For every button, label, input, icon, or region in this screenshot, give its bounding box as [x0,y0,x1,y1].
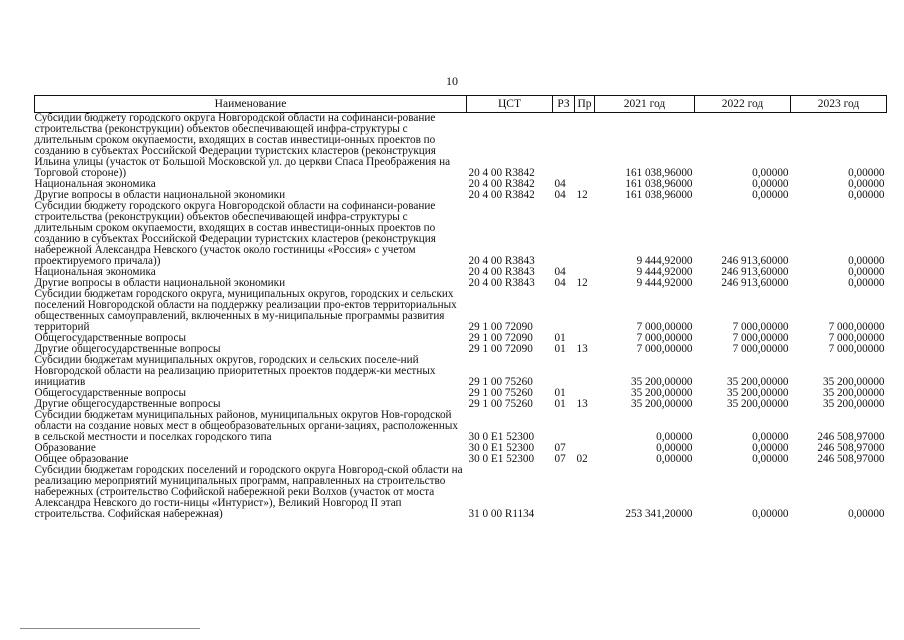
table-header-row [35,96,887,113]
row-value-2022: 0,00000 [752,431,789,443]
row-value-2021: 253 341,20000 [625,508,693,520]
header-pr: Пр [575,96,595,113]
row-name: Субсидии бюджету городского округа Новгородской области на софинанси-рование строительства (реконструкции) объектов обеспечивающей инфра-структуры с длительным сроком окупаемости, входящих в состав инвестици-онных проектов по созданию в субъектах Российской Федерации туристских кластеров (реконструкция Ильина улицы (участок от Большой Московской ул. до церкви Спаса Преображения на Торговой стороне)) [34,112,451,179]
row-cst: 30 0 E1 52300 [468,431,535,443]
row-name: Субсидии бюджетам городских поселений и городского округа Новгород-ской области на реализацию мероприятий муниципальных программ, направленных на строительство набережных (строительство Софийской набережной реки Волхов (участок от моста Александра Невского до гости-ницы «Интурист»), Великий Новгород II этап строительства. Софийская набережная) [34,464,463,520]
row-rz: 04 [554,189,566,201]
row-value-2022: 0,00000 [752,453,789,465]
row-value-2021: 0,00000 [656,453,693,465]
row-cst: 20 4 00 R3842 [468,189,535,201]
budget-table [34,95,887,520]
row-value-2023: 7 000,00000 [828,343,885,355]
row-value-2021: 9 444,92000 [636,266,693,278]
table-row [35,410,887,443]
row-pr [575,113,595,180]
row-value-2021: 35 200,00000 [630,387,693,399]
footer-divider [20,628,200,629]
row-name: Национальная экономика [34,178,156,190]
row-value-2022: 246 913,60000 [721,255,789,267]
row-rz [553,113,575,180]
row-value-2023: 0,00000 [848,255,885,267]
row-pr [575,201,595,267]
row-value-2023: 35 200,00000 [822,387,885,399]
header-name: Наименование [35,96,467,113]
row-cst: 29 1 00 75260 [468,376,533,388]
page-number: 10 [446,74,458,88]
row-value-2022: 35 200,00000 [726,387,789,399]
row-value-2021: 7 000,00000 [636,343,693,355]
row-value-2022: 7 000,00000 [732,343,789,355]
row-rz: 01 [554,398,566,410]
row-name: Общегосударственные вопросы [34,387,187,399]
header-2021: 2021 год [595,96,695,113]
row-pr: 12 [576,277,588,289]
row-value-2021: 9 444,92000 [636,277,693,289]
row-rz: 01 [554,332,566,344]
row-value-2023: 0,00000 [848,167,885,179]
row-pr [575,465,595,520]
row-pr: 13 [576,398,588,410]
row-pr [575,410,595,443]
row-rz [553,465,575,520]
row-name: Другие общегосударственные вопросы [34,343,221,355]
row-cst: 29 1 00 75260 [468,398,533,410]
row-rz: 04 [554,277,566,289]
header-2023: 2023 год [791,96,887,113]
row-value-2021: 161 038,96000 [625,189,693,201]
row-rz: 04 [554,178,566,190]
row-value-2021: 7 000,00000 [636,332,693,344]
row-value-2022: 35 200,00000 [726,376,789,388]
row-cst: 29 1 00 72090 [468,321,533,333]
row-value-2021: 161 038,96000 [625,167,693,179]
row-name: Субсидии бюджетам городского округа, муниципальных округов, городских и сельских поселений Новгородской области на поддержку реализации про-ектов территориальных общественных самоуправлений, включенных в му-ниципальные программы развития территорий [34,288,457,333]
table-row [35,465,887,520]
row-value-2023: 7 000,00000 [828,321,885,333]
row-value-2022: 0,00000 [752,508,789,520]
row-name: Образование [34,442,96,454]
row-cst: 29 1 00 72090 [468,332,533,344]
table-body [35,113,887,521]
table-row [35,201,887,267]
row-pr: 12 [576,189,588,201]
header-rz: РЗ [553,96,575,113]
row-value-2022: 0,00000 [752,189,789,201]
header-cst: ЦСТ [467,96,553,113]
row-value-2023: 0,00000 [848,178,885,190]
row-name: Субсидии бюджету городского округа Новгородской области на софинанси-рование строительства (реконструкции) объектов обеспечивающей инфра-структуры с длительным сроком окупаемости, входящих в состав инвестици-онных проектов по созданию в субъектах Российской Федерации туристских кластеров (реконструкция набережной Александра Невского (участок около гостиницы «Россия» с учетом проектируемого причала)) [34,200,436,267]
row-cst: 30 0 E1 52300 [468,442,535,454]
row-name: Общее образование [34,453,129,465]
row-pr: 02 [576,453,588,465]
row-value-2022: 0,00000 [752,178,789,190]
budget-table-container [34,95,886,520]
row-name: Другие вопросы в области национальной экономики [34,189,286,201]
row-value-2022: 0,00000 [752,167,789,179]
row-value-2023: 0,00000 [848,508,885,520]
row-value-2021: 0,00000 [656,442,693,454]
table-row [35,355,887,388]
row-value-2022: 7 000,00000 [732,332,789,344]
row-value-2021: 35 200,00000 [630,398,693,410]
row-name: Субсидии бюджетам муниципальных округов, городских и сельских поселе-ний Новгородской области на реализацию приоритетных проектов поддерж-ки местных инициатив [34,354,436,388]
row-cst: 20 4 00 R3842 [468,178,535,190]
row-cst: 20 4 00 R3843 [468,255,535,267]
row-value-2023: 7 000,00000 [828,332,885,344]
row-name: Субсидии бюджетам муниципальных районов, муниципальных округов Нов-городской области на создание новых мест в общеобразовательных органи-зациях, расположенных в сельской местности и поселках городского типа [34,409,458,443]
row-value-2021: 7 000,00000 [636,321,693,333]
row-value-2023: 35 200,00000 [822,398,885,410]
row-value-2021: 35 200,00000 [630,376,693,388]
row-cst: 20 4 00 R3843 [468,266,535,278]
row-cst: 30 0 E1 52300 [468,453,535,465]
row-cst: 20 4 00 R3842 [468,167,535,179]
row-value-2023: 0,00000 [848,189,885,201]
row-rz: 01 [554,343,566,355]
row-pr: 13 [576,343,588,355]
row-cst: 31 0 00 R1134 [468,508,535,520]
row-value-2023: 246 508,97000 [817,431,885,443]
row-cst: 29 1 00 75260 [468,387,533,399]
row-value-2023: 35 200,00000 [822,376,885,388]
row-rz: 07 [554,442,566,454]
row-name: Другие общегосударственные вопросы [34,398,221,410]
row-rz [553,289,575,333]
header-2022: 2022 год [695,96,791,113]
row-rz: 01 [554,387,566,399]
row-pr [575,355,595,388]
row-value-2022: 246 913,60000 [721,266,789,278]
row-value-2021: 161 038,96000 [625,178,693,190]
row-rz [553,201,575,267]
row-value-2021: 0,00000 [656,431,693,443]
row-name: Национальная экономика [34,266,156,278]
row-name: Общегосударственные вопросы [34,332,187,344]
row-rz: 07 [554,453,566,465]
table-row [35,289,887,333]
row-name: Другие вопросы в области национальной экономики [34,277,286,289]
row-value-2023: 246 508,97000 [817,453,885,465]
row-value-2022: 7 000,00000 [732,321,789,333]
row-value-2022: 35 200,00000 [726,398,789,410]
row-value-2021: 9 444,92000 [636,255,693,267]
row-rz [553,355,575,388]
row-cst: 20 4 00 R3843 [468,277,535,289]
row-value-2023: 0,00000 [848,266,885,278]
row-pr [575,289,595,333]
row-value-2023: 0,00000 [848,277,885,289]
row-cst: 29 1 00 72090 [468,343,533,355]
table-row [35,113,887,180]
row-rz [553,410,575,443]
row-rz: 04 [554,266,566,278]
row-value-2022: 0,00000 [752,442,789,454]
row-value-2022: 246 913,60000 [721,277,789,289]
row-value-2023: 246 508,97000 [817,442,885,454]
